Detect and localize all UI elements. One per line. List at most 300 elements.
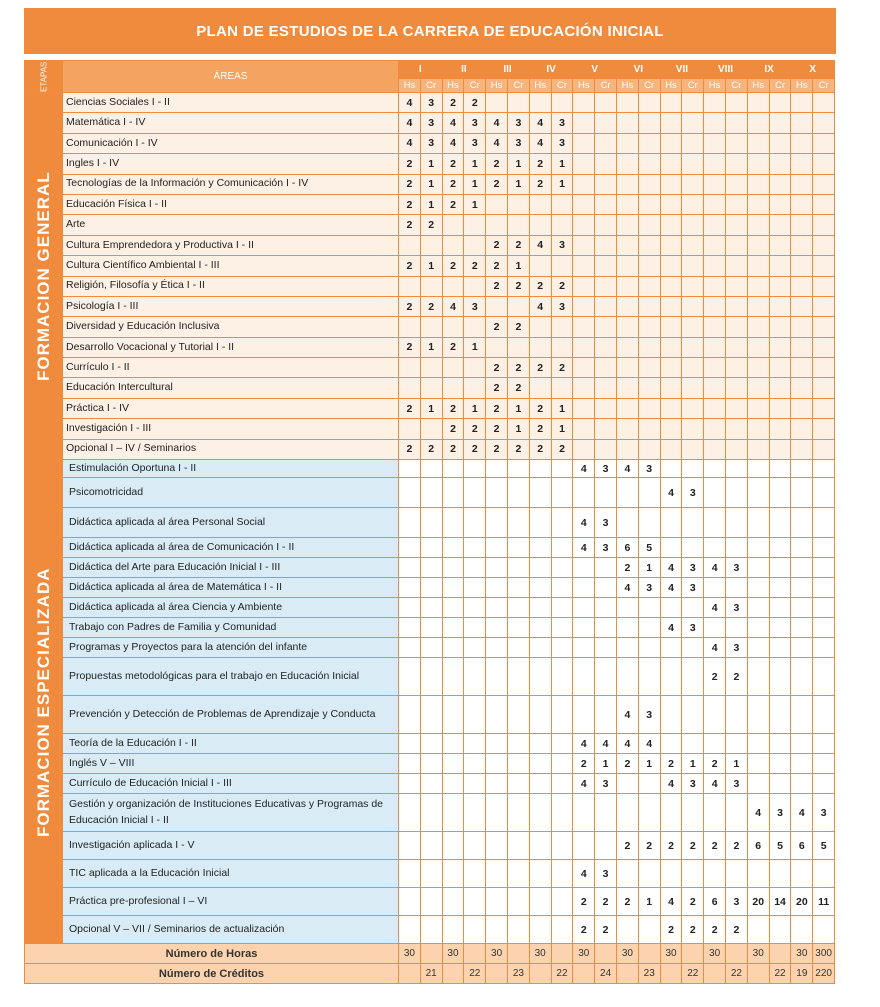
credits-cell: [551, 638, 573, 658]
credits-cell: 2: [551, 358, 573, 378]
hours-cell: [617, 317, 639, 337]
credits-cell: 1: [638, 558, 660, 578]
hours-cell: [747, 398, 769, 418]
credits-cell: [507, 194, 529, 214]
credits-cell: 3: [507, 133, 529, 153]
hours-cell: [486, 558, 508, 578]
hours-subheader: Hs: [399, 79, 421, 93]
hours-cell: [573, 235, 595, 255]
hours-cell: [573, 133, 595, 153]
hours-cell: [399, 658, 421, 696]
hours-cell: 2: [529, 358, 551, 378]
hours-cell: [791, 754, 813, 774]
credits-cell: 3: [682, 618, 704, 638]
course-name: Opcional V – VII / Seminarios de actualización: [63, 916, 399, 944]
hours-cell: [791, 317, 813, 337]
credits-cell: 3: [551, 296, 573, 316]
credits-cell: [726, 337, 748, 357]
hours-cell: [529, 794, 551, 832]
credits-cell: [769, 439, 791, 459]
credits-cell: [813, 734, 835, 754]
hours-cell: [617, 276, 639, 296]
hours-cell: [399, 558, 421, 578]
credits-cell: [507, 794, 529, 832]
hours-cell: [791, 508, 813, 538]
hours-cell: [791, 860, 813, 888]
credits-cell: [420, 794, 442, 832]
hours-cell: [399, 794, 421, 832]
hours-cell: 4: [573, 460, 595, 478]
credits-cell: 2: [507, 439, 529, 459]
total-hours-cell: 30: [660, 944, 682, 964]
course-name: Propuestas metodológicas para el trabajo en Educación Inicial: [63, 658, 399, 696]
hours-cell: 4: [573, 774, 595, 794]
hours-cell: 2: [704, 754, 726, 774]
total-credits-spacer: [486, 964, 508, 984]
credits-cell: 1: [464, 337, 486, 357]
credits-cell: [507, 774, 529, 794]
table-row: [25, 133, 835, 153]
hours-cell: [573, 378, 595, 398]
credits-cell: [464, 916, 486, 944]
hours-cell: [442, 317, 464, 337]
hours-cell: [704, 133, 726, 153]
credits-cell: 3: [464, 296, 486, 316]
table-row: [25, 235, 835, 255]
credits-cell: [813, 658, 835, 696]
hours-cell: [573, 618, 595, 638]
hours-cell: [573, 832, 595, 860]
hours-cell: [791, 358, 813, 378]
credits-subheader: Cr: [813, 79, 835, 93]
credits-cell: [595, 439, 617, 459]
credits-cell: [769, 419, 791, 439]
credits-cell: 14: [769, 888, 791, 916]
credits-cell: [638, 794, 660, 832]
hours-cell: [747, 378, 769, 398]
credits-cell: [464, 774, 486, 794]
credits-cell: [769, 317, 791, 337]
hours-cell: [529, 658, 551, 696]
credits-cell: [769, 133, 791, 153]
credits-cell: 3: [638, 460, 660, 478]
hours-cell: 6: [747, 832, 769, 860]
credits-cell: [726, 317, 748, 337]
credits-cell: 2: [551, 276, 573, 296]
credits-cell: [682, 598, 704, 618]
credits-cell: 1: [420, 194, 442, 214]
credits-cell: [551, 460, 573, 478]
hours-cell: [442, 638, 464, 658]
credits-cell: [595, 174, 617, 194]
hours-cell: [747, 194, 769, 214]
credits-cell: [595, 93, 617, 113]
hours-cell: [529, 638, 551, 658]
hours-cell: [660, 860, 682, 888]
hours-cell: [747, 93, 769, 113]
credits-cell: [813, 215, 835, 235]
hours-cell: 4: [660, 578, 682, 598]
credits-cell: [595, 378, 617, 398]
credits-cell: 1: [420, 256, 442, 276]
hours-cell: [573, 439, 595, 459]
credits-cell: 2: [420, 439, 442, 459]
credits-cell: [551, 916, 573, 944]
hours-cell: [399, 460, 421, 478]
hours-cell: [617, 337, 639, 357]
credits-cell: [507, 578, 529, 598]
table-row: [25, 754, 835, 774]
hours-cell: [660, 317, 682, 337]
hours-cell: [573, 337, 595, 357]
hours-cell: [704, 93, 726, 113]
hours-cell: [617, 174, 639, 194]
hours-cell: 4: [747, 794, 769, 832]
credits-cell: [682, 658, 704, 696]
hours-cell: [442, 460, 464, 478]
hours-cell: [660, 93, 682, 113]
credits-cell: [726, 93, 748, 113]
credits-cell: [464, 235, 486, 255]
credits-cell: [551, 194, 573, 214]
hours-cell: 2: [399, 398, 421, 418]
course-name: Investigación I - III: [63, 419, 399, 439]
hours-cell: [529, 888, 551, 916]
hours-subheader: Hs: [486, 79, 508, 93]
total-credits-spacer: [660, 964, 682, 984]
credits-cell: [420, 478, 442, 508]
credits-cell: [813, 194, 835, 214]
total-credits-cell: 21: [420, 964, 442, 984]
total-credits-spacer: [617, 964, 639, 984]
hours-cell: [617, 93, 639, 113]
credits-cell: [726, 478, 748, 508]
hours-cell: [747, 578, 769, 598]
credits-cell: [638, 478, 660, 508]
hours-cell: [442, 235, 464, 255]
total-credits-cell: 22: [682, 964, 704, 984]
hours-cell: [660, 794, 682, 832]
credits-cell: [726, 508, 748, 538]
credits-cell: 2: [464, 256, 486, 276]
credits-cell: [769, 154, 791, 174]
credits-cell: [769, 174, 791, 194]
credits-cell: [726, 113, 748, 133]
course-name: Práctica I - IV: [63, 398, 399, 418]
total-hours-spacer: [420, 944, 442, 964]
credits-cell: [638, 93, 660, 113]
credits-cell: [682, 256, 704, 276]
hours-cell: [399, 276, 421, 296]
credits-cell: [813, 419, 835, 439]
hours-cell: [704, 860, 726, 888]
hours-cell: 4: [529, 113, 551, 133]
table-row: [25, 832, 835, 860]
credits-cell: [551, 256, 573, 276]
hours-cell: [791, 696, 813, 734]
credits-cell: [464, 832, 486, 860]
credits-cell: 1: [638, 888, 660, 916]
course-name: Cultura Científico Ambiental I - III: [63, 256, 399, 276]
hours-cell: [573, 215, 595, 235]
hours-cell: [529, 578, 551, 598]
total-credits-cell: 22: [769, 964, 791, 984]
credits-cell: [682, 174, 704, 194]
credits-cell: [813, 113, 835, 133]
credits-cell: [507, 93, 529, 113]
table-row: [25, 618, 835, 638]
hours-cell: [791, 598, 813, 618]
credits-cell: [420, 618, 442, 638]
hours-cell: [704, 256, 726, 276]
credits-cell: [507, 337, 529, 357]
hours-cell: [442, 832, 464, 860]
credits-cell: [769, 113, 791, 133]
hours-cell: 2: [442, 398, 464, 418]
hours-cell: [747, 113, 769, 133]
hours-cell: [791, 398, 813, 418]
hours-cell: [791, 439, 813, 459]
total-hours-cell: 30: [617, 944, 639, 964]
hours-cell: [529, 460, 551, 478]
credits-cell: [682, 276, 704, 296]
credits-cell: [507, 460, 529, 478]
credits-cell: [638, 378, 660, 398]
hours-cell: [617, 296, 639, 316]
total-credits-spacer: [529, 964, 551, 984]
hours-cell: [486, 578, 508, 598]
hours-cell: 2: [486, 276, 508, 296]
credits-cell: 1: [682, 754, 704, 774]
course-name: Tecnologías de la Información y Comunicación I - IV: [63, 174, 399, 194]
credits-cell: [638, 439, 660, 459]
hours-cell: 4: [660, 618, 682, 638]
credits-cell: [638, 774, 660, 794]
hours-cell: 2: [486, 235, 508, 255]
hours-cell: [399, 358, 421, 378]
hours-cell: [573, 578, 595, 598]
credits-cell: [726, 296, 748, 316]
hours-cell: [660, 113, 682, 133]
hours-cell: [529, 317, 551, 337]
hours-cell: [617, 860, 639, 888]
semester-header: VII: [660, 61, 704, 79]
credits-cell: [682, 296, 704, 316]
table-row: [25, 358, 835, 378]
credits-cell: 3: [682, 558, 704, 578]
hours-cell: [747, 358, 769, 378]
hours-cell: [617, 794, 639, 832]
credits-cell: [595, 154, 617, 174]
hours-cell: 2: [486, 419, 508, 439]
credits-cell: [769, 696, 791, 734]
hours-cell: [486, 508, 508, 538]
hours-cell: [442, 888, 464, 916]
hours-cell: 2: [442, 174, 464, 194]
credits-cell: [726, 378, 748, 398]
hours-cell: [747, 618, 769, 638]
hours-cell: [486, 618, 508, 638]
hours-cell: [486, 916, 508, 944]
credits-cell: 2: [682, 832, 704, 860]
credits-cell: [420, 317, 442, 337]
hours-cell: [399, 638, 421, 658]
credits-cell: [638, 317, 660, 337]
credits-cell: 3: [726, 558, 748, 578]
credits-cell: 1: [551, 398, 573, 418]
course-name: Cultura Emprendedora y Productiva I - II: [63, 235, 399, 255]
hours-cell: [791, 378, 813, 398]
hours-cell: 2: [529, 398, 551, 418]
hours-cell: [617, 774, 639, 794]
hours-cell: 2: [704, 832, 726, 860]
hours-cell: [529, 337, 551, 357]
hours-subheader: Hs: [791, 79, 813, 93]
hours-cell: [791, 916, 813, 944]
credits-cell: [682, 154, 704, 174]
hours-cell: 2: [442, 194, 464, 214]
credits-cell: 2: [507, 378, 529, 398]
hours-cell: 4: [529, 296, 551, 316]
credits-cell: [769, 296, 791, 316]
hours-cell: [486, 794, 508, 832]
credits-cell: [682, 378, 704, 398]
credits-cell: [813, 618, 835, 638]
credits-cell: 5: [813, 832, 835, 860]
credits-cell: [638, 337, 660, 357]
credits-cell: [682, 794, 704, 832]
hours-cell: [399, 774, 421, 794]
credits-cell: [682, 317, 704, 337]
total-hours-cell: 30: [573, 944, 595, 964]
credits-cell: [551, 888, 573, 916]
table-row: [25, 558, 835, 578]
credits-cell: 3: [464, 113, 486, 133]
credits-cell: 2: [420, 215, 442, 235]
credits-cell: [420, 235, 442, 255]
hours-cell: [660, 696, 682, 734]
credits-cell: [813, 378, 835, 398]
hours-cell: [660, 598, 682, 618]
hours-cell: 2: [617, 558, 639, 578]
hours-cell: [660, 734, 682, 754]
credits-cell: 5: [638, 538, 660, 558]
credits-cell: [464, 754, 486, 774]
credits-cell: [638, 113, 660, 133]
hours-cell: [791, 93, 813, 113]
semester-header: X: [791, 61, 835, 79]
hours-cell: [704, 419, 726, 439]
credits-cell: [769, 378, 791, 398]
hours-cell: [442, 578, 464, 598]
credits-cell: [726, 194, 748, 214]
credits-cell: [769, 618, 791, 638]
credits-cell: 4: [638, 734, 660, 754]
hours-cell: [660, 296, 682, 316]
total-hours-spacer: [682, 944, 704, 964]
credits-cell: [595, 113, 617, 133]
course-name: TIC aplicada a la Educación Inicial: [63, 860, 399, 888]
hours-cell: [486, 337, 508, 357]
total-credits-cell: 23: [638, 964, 660, 984]
hours-cell: [529, 256, 551, 276]
credits-cell: [813, 508, 835, 538]
total-credits-spacer: [573, 964, 595, 984]
hours-cell: 2: [486, 378, 508, 398]
credits-cell: [507, 696, 529, 734]
hours-cell: 4: [529, 235, 551, 255]
total-hours-cell: 30: [442, 944, 464, 964]
credits-cell: 1: [551, 174, 573, 194]
credits-cell: 2: [507, 276, 529, 296]
hours-cell: 2: [486, 398, 508, 418]
credits-cell: [507, 754, 529, 774]
credits-cell: [464, 638, 486, 658]
hours-cell: 2: [573, 754, 595, 774]
hours-cell: [747, 696, 769, 734]
credits-cell: [551, 832, 573, 860]
table-row: [25, 256, 835, 276]
credits-cell: [638, 658, 660, 696]
credits-cell: [464, 618, 486, 638]
credits-subheader: Cr: [507, 79, 529, 93]
credits-cell: [551, 598, 573, 618]
credits-cell: [682, 358, 704, 378]
credits-cell: [813, 174, 835, 194]
credits-cell: [551, 794, 573, 832]
credits-cell: [420, 276, 442, 296]
hours-cell: 2: [486, 317, 508, 337]
total-hours-cell: 30: [399, 944, 421, 964]
credits-cell: [813, 916, 835, 944]
hours-cell: [442, 618, 464, 638]
table-row: [25, 638, 835, 658]
hours-cell: [529, 754, 551, 774]
credits-cell: [769, 215, 791, 235]
table-row: [25, 419, 835, 439]
credits-cell: [682, 439, 704, 459]
credits-cell: [682, 133, 704, 153]
course-name: Desarrollo Vocacional y Tutorial I - II: [63, 337, 399, 357]
hours-cell: [747, 460, 769, 478]
credits-cell: 3: [726, 888, 748, 916]
credits-cell: [769, 256, 791, 276]
credits-cell: 1: [464, 174, 486, 194]
credits-cell: [682, 508, 704, 538]
credits-cell: [769, 194, 791, 214]
total-credits-cell: 19: [791, 964, 813, 984]
hours-cell: [747, 754, 769, 774]
hours-cell: [442, 794, 464, 832]
hours-cell: [617, 658, 639, 696]
credits-cell: [682, 337, 704, 357]
hours-cell: [529, 774, 551, 794]
hours-cell: 2: [573, 888, 595, 916]
credits-cell: [813, 296, 835, 316]
hours-cell: [791, 194, 813, 214]
hours-subheader: Hs: [617, 79, 639, 93]
hours-cell: [486, 888, 508, 916]
course-name: Teoría de la Educación I - II: [63, 734, 399, 754]
hours-cell: [660, 538, 682, 558]
hours-cell: 2: [486, 439, 508, 459]
credits-cell: 3: [420, 113, 442, 133]
credits-cell: [464, 378, 486, 398]
hours-cell: [529, 538, 551, 558]
hours-cell: [791, 658, 813, 696]
hours-cell: [486, 734, 508, 754]
hours-cell: [617, 598, 639, 618]
